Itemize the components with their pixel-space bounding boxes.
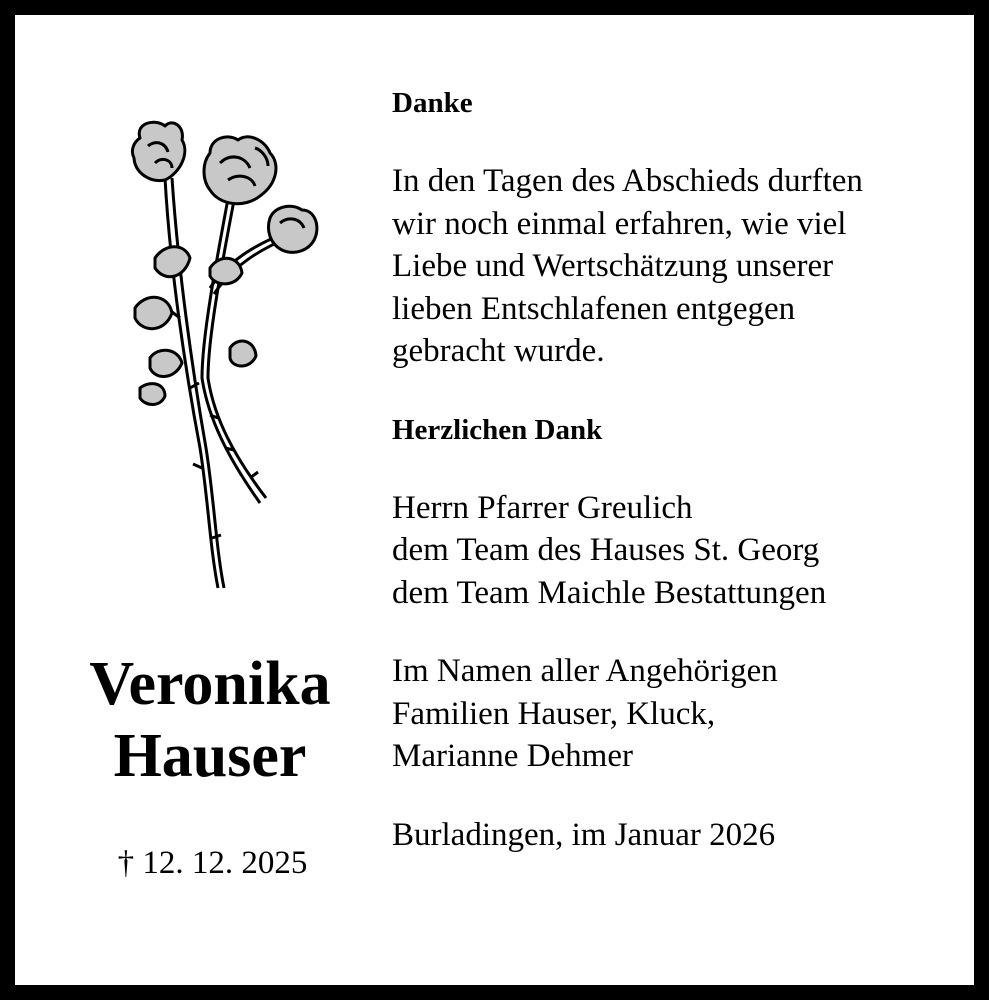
paragraph-line: wir noch einmal erfahren, wie viel <box>392 205 847 242</box>
deceased-last-name: Hauser <box>113 722 307 790</box>
notice-text <box>392 82 962 856</box>
heading-herzlichen-dank: Herzlichen Dank <box>392 413 603 446</box>
paragraph-line: gebracht wurde. <box>392 333 605 369</box>
heading-danke: Danke <box>392 87 473 119</box>
thanks-line: Herrn Pfarrer Greulich <box>392 489 693 526</box>
deceased-first-name: Veronika <box>89 650 331 718</box>
signature-line: Marianne Dehmer <box>392 738 633 774</box>
signature-line: Im Namen aller Angehörigen <box>392 653 778 689</box>
death-date: † 12. 12. 2025 <box>117 845 308 881</box>
thanks-line: dem Team Maichle Bestattungen <box>392 574 827 611</box>
paragraph-line: In den Tagen des Abschieds durften <box>392 163 863 199</box>
deceased-name <box>60 648 360 792</box>
place-date: Burladingen, im Januar 2026 <box>392 816 776 853</box>
thanks-line: dem Team des Hauses St. Georg <box>392 532 820 568</box>
paragraph-line: lieben Entschlafenen entgegen <box>392 290 796 327</box>
paragraph-line: Liebe und Wertschätzung unserer <box>392 248 834 284</box>
roses-illustration-icon <box>110 118 340 598</box>
signature-line: Familien Hauser, Kluck, <box>392 695 716 732</box>
